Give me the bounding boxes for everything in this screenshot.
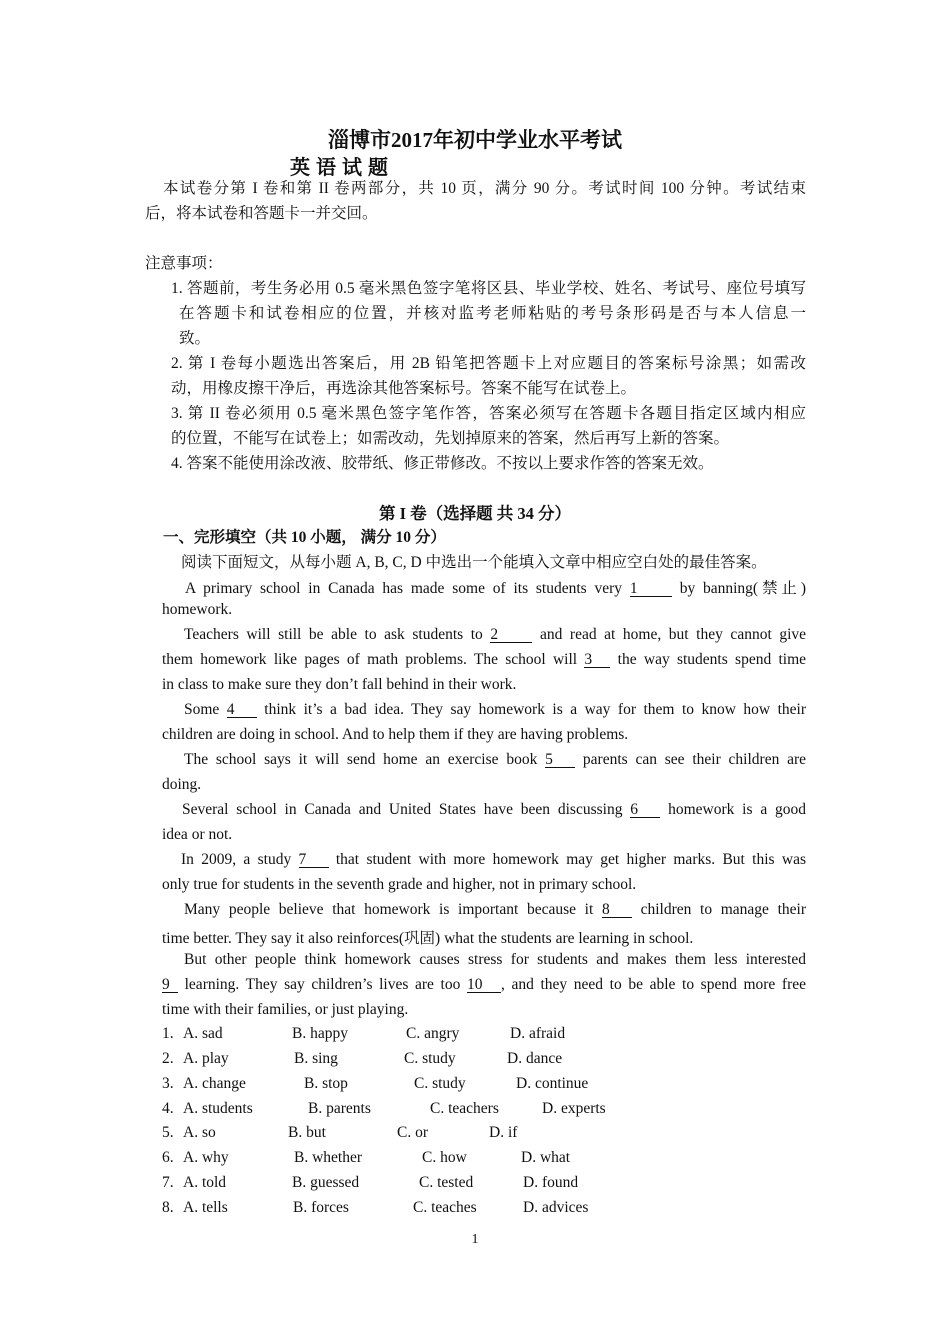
passage-line: them homework like pages of math problems. The school will 3 the way students spend time [162,651,807,668]
note-3-line-1: 3. 第 II 卷必须用 0.5 毫米黑色签字笔作答，答案必须写在答题卡各题目指定区域内相应 [171,405,806,422]
option-b: B. stop [304,1075,348,1092]
passage-line: A primary school in Canada has made some of its students very 1 by banning(禁止) [185,580,807,597]
option-a: A. why [183,1149,229,1166]
blank-9: 9 [162,977,178,993]
note-2-line-2: 动，用橡皮擦干净后，再选涂其他答案标号。答案不能写在试卷上。 [171,380,637,397]
option-d: D. found [523,1174,579,1191]
part-heading: 一、完形填空（共 10 小题， 满分 10 分） [163,529,446,546]
passage-line: time better. They say it also reinforces(巩固) what the students are learning in school. [162,930,694,947]
option-c: C. teachers [430,1100,499,1117]
question-number: 4. [162,1100,174,1117]
option-d: D. afraid [510,1025,566,1042]
passage-line: In 2009, a study 7 that student with more homework may get higher marks. But this was [181,851,806,868]
option-b: B. whether [294,1149,363,1166]
option-c: C. or [397,1124,428,1141]
blank-1: 1 [630,581,672,597]
option-a: A. change [183,1075,246,1092]
option-d: D. continue [516,1075,589,1092]
part-instruction: 阅读下面短文，从每小题 A, B, C, D 中选出一个能填入文章中相应空白处的最佳答案。 [181,554,767,571]
option-c: C. study [414,1075,466,1092]
passage-line: The school says it will send home an exercise book 5 parents can see their children are [184,751,807,768]
option-d: D. if [489,1124,518,1141]
exam-subtitle: 英语试题 [290,157,394,179]
option-c: C. how [422,1149,467,1166]
question-number: 3. [162,1075,174,1092]
question-number: 7. [162,1174,174,1191]
passage-line: But other people think homework causes stress for students and makes them less interested [184,951,806,968]
blank-4: 4 [227,702,257,718]
option-c: C. study [404,1050,456,1067]
note-3-line-2: 的位置，不能写在试卷上；如需改动，先划掉原来的答案，然后再写上新的答案。 [171,430,730,447]
blank-5: 5 [545,752,575,768]
passage-line: only true for students in the seventh grade and higher, not in primary school. [162,876,637,893]
page-number: 1 [471,1232,479,1247]
note-2-line-1: 2. 第 I 卷每小题选出答案后，用 2B 铅笔把答题卡上对应题目的答案标号涂黑；如需改 [171,355,806,372]
passage-line: Many people believe that homework is important because it 8 children to manage their [184,901,806,918]
notes-heading: 注意事项： [145,255,223,272]
option-c: C. angry [406,1025,460,1042]
option-a: A. play [183,1050,229,1067]
question-number: 6. [162,1149,174,1166]
option-b: B. sing [294,1050,338,1067]
passage-line: homework. [162,601,233,618]
exam-title: 淄博市2017年初中学业水平考试 [328,128,622,152]
option-b: B. parents [308,1100,371,1117]
option-c: C. tested [419,1174,474,1191]
option-a: A. so [183,1124,216,1141]
passage-line: doing. [162,776,202,793]
passage-line: Teachers will still be able to ask students to 2 and read at home, but they cannot give [184,626,807,643]
note-1-line-2: 在答题卡和试卷相应的位置，并核对监考老师粘贴的考号条形码是否与本人信息一 [179,305,806,322]
note-1-line-1: 1. 答题前，考生务必用 0.5 毫米黑色签字笔将区县、毕业学校、姓名、考试号、座位号填写 [171,280,806,297]
option-b: B. but [288,1124,326,1141]
option-a: A. sad [183,1025,223,1042]
passage-line: Some 4 think it’s a bad idea. They say homework is a way for them to know how their [184,701,806,718]
intro-line-1: 本试卷分第 I 卷和第 II 卷两部分，共 10 页，满分 90 分。考试时间 100 分钟。考试结束 [163,180,806,197]
option-d: D. dance [507,1050,563,1067]
option-b: B. forces [293,1199,349,1216]
question-number: 2. [162,1050,174,1067]
blank-2: 2 [490,627,532,643]
option-b: B. guessed [292,1174,360,1191]
passage-line: Several school in Canada and United States have been discussing 6 homework is a good [182,801,807,818]
intro-line-2: 后，将本试卷和答题卡一并交回。 [145,205,378,222]
passage-line: idea or not. [162,826,233,843]
blank-7: 7 [299,852,329,868]
blank-8: 8 [602,902,632,918]
question-number: 5. [162,1124,174,1141]
question-number: 1. [162,1025,174,1042]
option-d: D. experts [542,1100,606,1117]
note-4-line-1: 4. 答案不能使用涂改液、胶带纸、修正带修改。不按以上要求作答的答案无效。 [171,455,714,472]
note-1-line-3: 致。 [179,330,211,347]
section-title: 第 I 卷（选择题 共 34 分） [378,504,572,523]
question-number: 8. [162,1199,174,1216]
blank-3: 3 [584,652,610,668]
blank-10: 10 [467,977,501,993]
option-a: A. tells [183,1199,228,1216]
option-b: B. happy [292,1025,348,1042]
option-d: D. what [521,1149,571,1166]
option-a: A. students [183,1100,253,1117]
option-a: A. told [183,1174,227,1191]
blank-6: 6 [630,802,660,818]
passage-line: children are doing in school. And to help them if they are having problems. [162,726,629,743]
passage-line: time with their families, or just playing. [162,1001,409,1018]
option-d: D. advices [523,1199,589,1216]
passage-line: in class to make sure they don’t fall behind in their work. [162,676,517,693]
passage-line: 9 learning. They say children’s lives are too 10 , and they need to be able to spend more free [162,976,807,993]
option-c: C. teaches [413,1199,477,1216]
